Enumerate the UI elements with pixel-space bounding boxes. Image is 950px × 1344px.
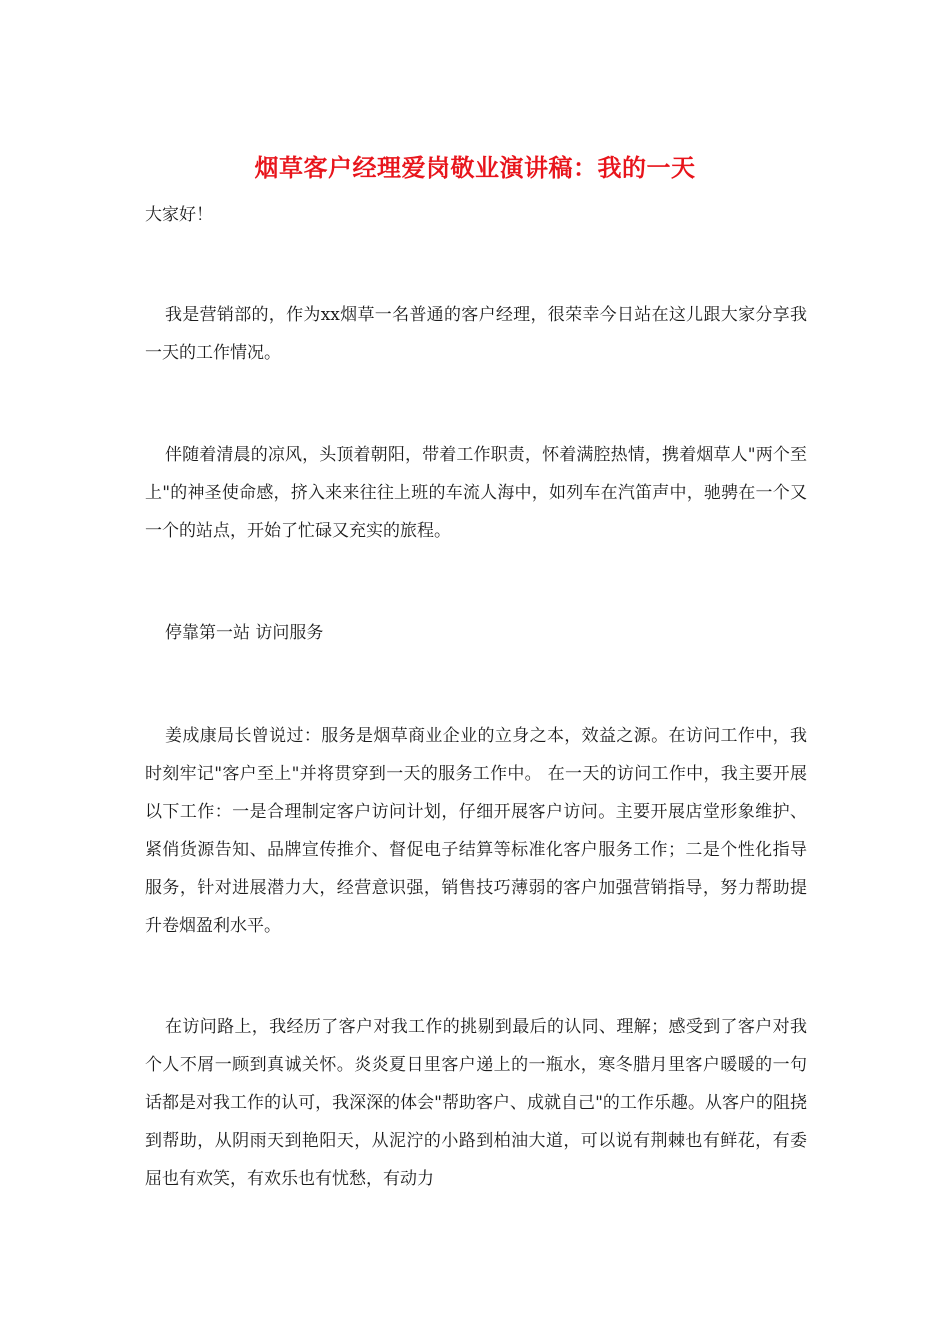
document-title: 烟草客户经理爱岗敬业演讲稿：我的一天 (254, 153, 696, 182)
paragraph-intro: 我是营销部的，作为xx烟草一名普通的客户经理，很荣幸今日站在这儿跟大家分享我一天的工作情况。 (145, 305, 807, 363)
greeting-line: 大家好！ (145, 205, 213, 225)
paragraph-visit-road: 在访问路上，我经历了客户对我工作的挑剔到最后的认同、理解；感受到了客户对我个人不屑一顾到真诚关怀。炎炎夏日里客户递上的一瓶水，寒冬腊月里客户暖暖的一句话都是对我工作的认可，我深深的体会"帮助客户、成就自己"的工作乐趣。从客户的阻挠到帮助，从阴雨天到艳阳天，从泥泞的小路到柏油大道，可以说有荆棘也有鲜花，有委屈也有欢笑，有欢乐也有忧愁，有动力 (145, 1017, 807, 1189)
paragraph-morning: 伴随着清晨的凉风，头顶着朝阳，带着工作职责，怀着满腔热情，携着烟草人"两个至上"的神圣使命感，挤入来来往往上班的车流人海中，如列车在汽笛声中，驰骋在一个又一个的站点，开始了忙碌又充实的旅程。 (145, 445, 807, 541)
section-heading-first-stop: 停靠第一站 访问服务 (165, 623, 324, 643)
paragraph-visit-service: 姜成康局长曾说过：服务是烟草商业企业的立身之本，效益之源。在访问工作中，我时刻牢记"客户至上"并将贯穿到一天的服务工作中。 在一天的访问工作中，我主要开展以下工作：一是合理制定客户访问计划，仔细开展客户访问。主要开展店堂形象维护、紧俏货源告知、品牌宣传推介、督促电子结算等标准化客户服务工作；二是个性化指导服务，针对进展潜力大，经营意识强，销售技巧薄弱的客户加强营销指导，努力帮助提升卷烟盈利水平。 (145, 726, 807, 936)
